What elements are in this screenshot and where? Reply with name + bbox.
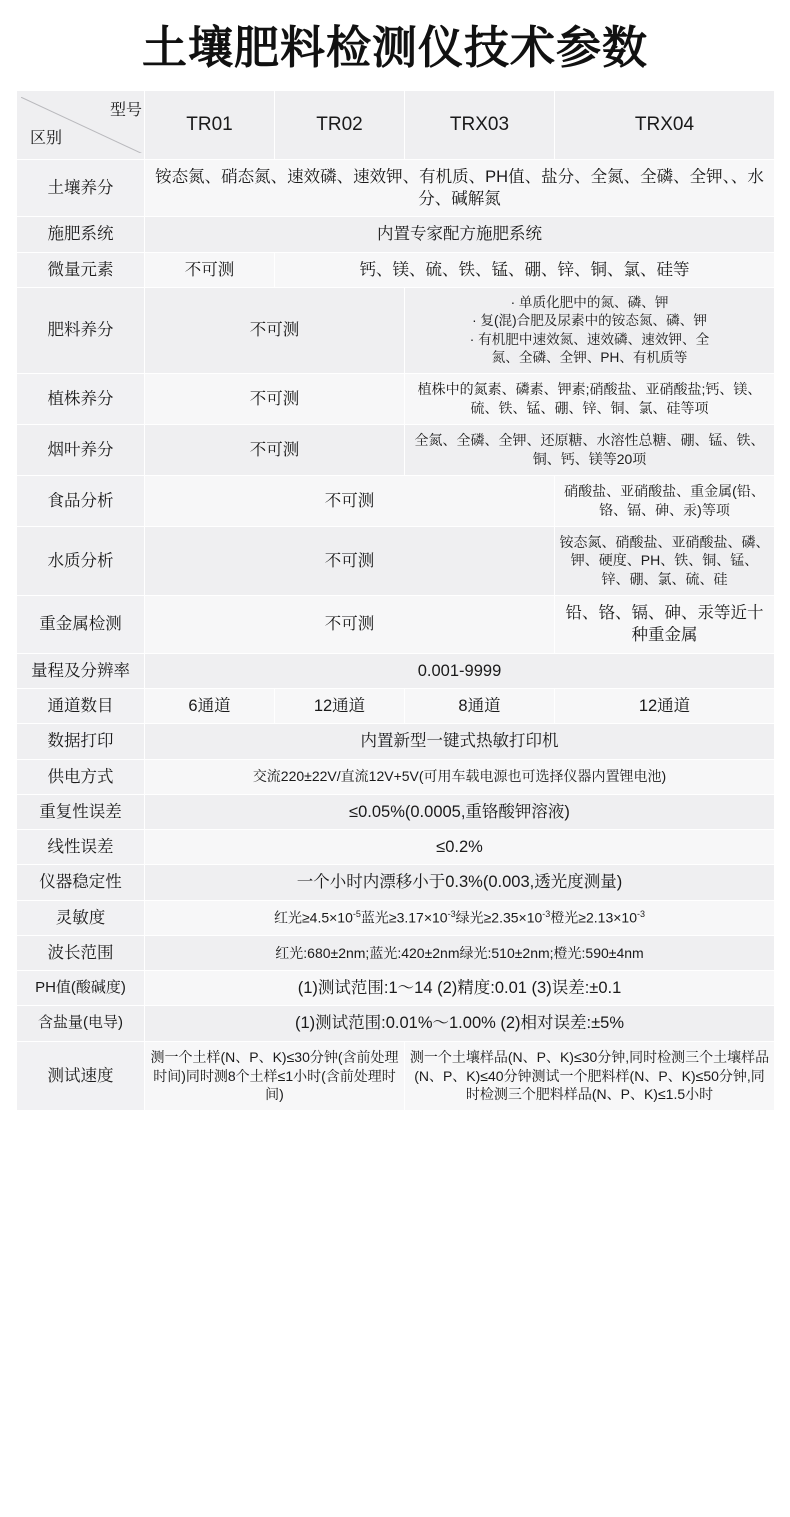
row-value-fertilizer-nutrient-right: [405, 287, 775, 373]
row-label-repeat-error: 重复性误差: [17, 794, 145, 829]
row-value-data-print: 内置新型一键式热敏打印机: [145, 724, 775, 759]
bullet-line: · 复(混)合肥及尿素中的铵态氮、磷、钾: [472, 313, 707, 329]
sensitivity-sup-red: -5: [352, 908, 361, 919]
row-label-data-print: 数据打印: [17, 724, 145, 759]
table-row: [17, 653, 775, 688]
spec-table: [16, 90, 775, 1112]
row-value-food-analysis-right: 硝酸盐、亚硝酸盐、重金属(铅、铬、镉、砷、汞)等项: [555, 475, 775, 526]
table-row: [17, 1041, 775, 1111]
row-value-heavy-metal-right: 铅、铬、镉、砷、汞等近十种重金属: [555, 596, 775, 654]
table-header-row: [17, 90, 775, 159]
table-row: [17, 1006, 775, 1041]
row-value-channels-trx03: 8通道: [405, 689, 555, 724]
row-label-stability: 仪器稳定性: [17, 865, 145, 900]
row-label-ph: PH值(酸碱度): [17, 971, 145, 1006]
row-value-trace-elements-tr01: 不可测: [145, 252, 275, 287]
row-value-speed-left: 测一个土样(N、P、K)≤30分钟(含前处理时间)同时测8个土样≤1小时(含前处理时间): [145, 1041, 405, 1111]
row-value-soil-nutrient: 铵态氮、硝态氮、速效磷、速效钾、有机质、PH值、盐分、全氮、全磷、全钾、、水分、碱解氮: [145, 159, 775, 217]
row-label-fert-system: 施肥系统: [17, 217, 145, 252]
row-label-salt: 含盐量(电导): [17, 1006, 145, 1041]
sensitivity-part-red: 红光≥4.5×10: [273, 909, 353, 926]
table-row: [17, 971, 775, 1006]
table-row: [17, 865, 775, 900]
row-value-channels-tr02: 12通道: [275, 689, 405, 724]
sensitivity-sup-orange: -3: [637, 908, 646, 919]
row-label-heavy-metal: 重金属检测: [17, 596, 145, 654]
header-kind-label: 区别: [30, 130, 63, 148]
row-value-repeat-error: ≤0.05%(0.0005,重铬酸钾溶液): [145, 794, 775, 829]
row-value-sensitivity: [145, 900, 775, 935]
row-value-plant-nutrient-right: 植株中的氮素、磷素、钾素;硝酸盐、亚硝酸盐;钙、镁、硫、铁、锰、硼、锌、铜、氯、硅等项: [405, 374, 775, 425]
row-label-linear-error: 线性误差: [17, 830, 145, 865]
row-value-tobacco-nutrient-left: 不可测: [145, 424, 405, 475]
column-header-trx03: TRX03: [405, 90, 555, 159]
row-label-soil-nutrient: 土壤养分: [17, 159, 145, 217]
row-value-channels-tr01: 6通道: [145, 689, 275, 724]
table-row: [17, 830, 775, 865]
row-value-food-analysis-left: 不可测: [145, 475, 555, 526]
column-header-tr01: TR01: [145, 90, 275, 159]
row-label-channels: 通道数目: [17, 689, 145, 724]
table-row: [17, 374, 775, 425]
row-value-water-analysis-left: 不可测: [145, 526, 555, 596]
row-value-speed-right: 测一个土壤样品(N、P、K)≤30分钟,同时检测三个土壤样品(N、P、K)≤40分钟测试一个肥料样(N、P、K)≤50分钟,同时检测三个肥料样品(N、P、K)≤1.5小时: [405, 1041, 775, 1111]
row-value-linear-error: ≤0.2%: [145, 830, 775, 865]
table-row: [17, 596, 775, 654]
row-label-wavelength: 波长范围: [17, 935, 145, 970]
table-row: [17, 900, 775, 935]
row-label-tobacco-nutrient: 烟叶养分: [17, 424, 145, 475]
row-value-power: 交流220±22V/直流12V+5V(可用车载电源也可选择仪器内置锂电池): [145, 759, 775, 794]
row-value-salt: (1)测试范围:0.01%～1.00% (2)相对误差:±5%: [145, 1006, 775, 1041]
row-value-water-analysis-right: 铵态氮、硝酸盐、亚硝酸盐、磷、钾、硬度、PH、铁、铜、锰、锌、硼、氯、硫、硅: [555, 526, 775, 596]
sensitivity-part-blue: 蓝光≥3.17×10: [360, 909, 448, 926]
bullet-line: · 单质化肥中的氮、磷、钾: [510, 294, 669, 310]
row-value-fertilizer-nutrient-left: 不可测: [145, 287, 405, 373]
row-value-trace-elements-rest: 钙、镁、硫、铁、锰、硼、锌、铜、氯、硅等: [275, 252, 775, 287]
table-row: [17, 724, 775, 759]
sensitivity-sup-blue: -3: [447, 908, 456, 919]
table-row: [17, 935, 775, 970]
row-label-range-resolution: 量程及分辨率: [17, 653, 145, 688]
table-row: [17, 689, 775, 724]
table-row: [17, 526, 775, 596]
row-value-heavy-metal-left: 不可测: [145, 596, 555, 654]
table-row: [17, 217, 775, 252]
row-label-speed: 测试速度: [17, 1041, 145, 1111]
table-row: [17, 159, 775, 217]
sensitivity-part-orange: 橙光≥2.13×10: [550, 909, 637, 926]
table-row: [17, 287, 775, 373]
row-label-sensitivity: 灵敏度: [17, 900, 145, 935]
table-row: [17, 794, 775, 829]
table-row: [17, 475, 775, 526]
table-row: [17, 759, 775, 794]
row-label-water-analysis: 水质分析: [17, 526, 145, 596]
row-label-fertilizer-nutrient: 肥料养分: [17, 287, 145, 373]
bullet-line: · 有机肥中速效氮、速效磷、速效钾、全: [469, 331, 710, 347]
row-value-plant-nutrient-left: 不可测: [145, 374, 405, 425]
bullet-line: 氮、全磷、全钾、PH、有机质等: [491, 349, 688, 365]
row-label-plant-nutrient: 植株养分: [17, 374, 145, 425]
sensitivity-sup-green: -3: [542, 908, 551, 919]
row-value-channels-trx04: 12通道: [555, 689, 775, 724]
header-corner-cell: [17, 90, 145, 159]
table-row: [17, 424, 775, 475]
row-label-food-analysis: 食品分析: [17, 475, 145, 526]
row-value-ph: (1)测试范围:1～14 (2)精度:0.01 (3)误差:±0.1: [145, 971, 775, 1006]
row-value-wavelength: 红光:680±2nm;蓝光:420±2nm绿光:510±2nm;橙光:590±4nm: [145, 935, 775, 970]
page-title: 土壤肥料检测仪技术参数: [141, 22, 648, 73]
row-label-power: 供电方式: [17, 759, 145, 794]
row-value-stability: 一个小时内漂移小于0.3%(0.003,透光度测量): [145, 865, 775, 900]
header-model-label: 型号: [109, 101, 142, 119]
column-header-trx04: TRX04: [555, 90, 775, 159]
sensitivity-part-green: 绿光≥2.35×10: [455, 909, 543, 926]
row-value-tobacco-nutrient-right: 全氮、全磷、全钾、还原糖、水溶性总糖、硼、锰、铁、铜、钙、镁等20项: [405, 424, 775, 475]
row-value-fert-system: 内置专家配方施肥系统: [145, 217, 775, 252]
row-label-trace-elements: 微量元素: [17, 252, 145, 287]
table-row: [17, 252, 775, 287]
row-value-range-resolution: 0.001-9999: [145, 653, 775, 688]
column-header-tr02: TR02: [275, 90, 405, 159]
